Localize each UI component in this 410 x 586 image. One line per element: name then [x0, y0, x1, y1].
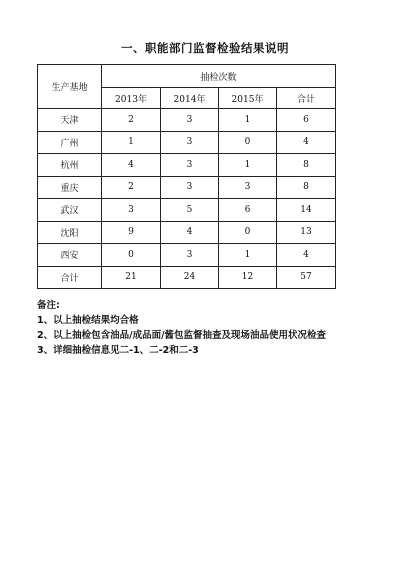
- cell-2015: 3: [219, 176, 277, 199]
- cell-2014: 3: [161, 176, 219, 199]
- total-cell: 13: [277, 221, 336, 244]
- total-cell: 8: [277, 176, 336, 199]
- table-row: [38, 154, 336, 177]
- total-cell: 14: [277, 199, 336, 222]
- cell-2013: 9: [102, 221, 161, 244]
- base-cell: 武汉: [38, 199, 102, 222]
- cell-2014: 3: [161, 244, 219, 267]
- note-item: 1、以上抽检结果均合格: [37, 315, 139, 326]
- cell-2015: 0: [219, 131, 277, 154]
- table-row: [38, 199, 336, 222]
- year-header-2013: 2013年: [102, 88, 161, 109]
- base-cell: 天津: [38, 109, 102, 132]
- cell-2015: 1: [219, 109, 277, 132]
- cell-2013: 0: [102, 244, 161, 267]
- cell-2013: 1: [102, 131, 161, 154]
- cell-2014: 4: [161, 221, 219, 244]
- cell-2014: 3: [161, 131, 219, 154]
- table-row: [38, 109, 336, 132]
- cell-2015: 12: [219, 266, 277, 289]
- note-item: 3、详细抽检信息见二-1、二-2和二-3: [37, 345, 199, 356]
- total-cell: 4: [277, 131, 336, 154]
- corner-header: 生产基地: [38, 65, 102, 109]
- base-cell: 沈阳: [38, 221, 102, 244]
- table-row: [38, 244, 336, 267]
- note-item: 2、以上抽检包含油品/成品面/酱包监督抽查及现场油品使用状况检查: [37, 330, 327, 341]
- total-cell: 8: [277, 154, 336, 177]
- table-row: [38, 176, 336, 199]
- cell-2013: 21: [102, 266, 161, 289]
- base-cell: 合计: [38, 266, 102, 289]
- cell-2015: 0: [219, 221, 277, 244]
- cell-2013: 2: [102, 109, 161, 132]
- base-cell: 广州: [38, 131, 102, 154]
- table-row: [38, 221, 336, 244]
- cell-2014: 3: [161, 109, 219, 132]
- cell-2013: 2: [102, 176, 161, 199]
- cell-2015: 6: [219, 199, 277, 222]
- table-row: [38, 266, 336, 289]
- cell-2014: 5: [161, 199, 219, 222]
- group-header: 抽检次数: [102, 65, 336, 88]
- year-header-2014: 2014年: [161, 88, 219, 109]
- cell-2014: 3: [161, 154, 219, 177]
- cell-2014: 24: [161, 266, 219, 289]
- cell-2013: 4: [102, 154, 161, 177]
- table-row: [38, 131, 336, 154]
- page-title: 一、职能部门监督检验结果说明: [121, 41, 289, 55]
- notes-section: [37, 298, 397, 358]
- cell-2015: 1: [219, 154, 277, 177]
- cell-2013: 3: [102, 199, 161, 222]
- base-cell: 杭州: [38, 154, 102, 177]
- year-header-2015: 2015年: [219, 88, 277, 109]
- total-cell: 4: [277, 244, 336, 267]
- base-cell: 西安: [38, 244, 102, 267]
- base-cell: 重庆: [38, 176, 102, 199]
- cell-2015: 1: [219, 244, 277, 267]
- total-header: 合计: [277, 88, 336, 109]
- total-cell: 6: [277, 109, 336, 132]
- notes-heading: 备注:: [37, 300, 60, 311]
- total-cell: 57: [277, 266, 336, 289]
- inspection-table: [37, 64, 336, 289]
